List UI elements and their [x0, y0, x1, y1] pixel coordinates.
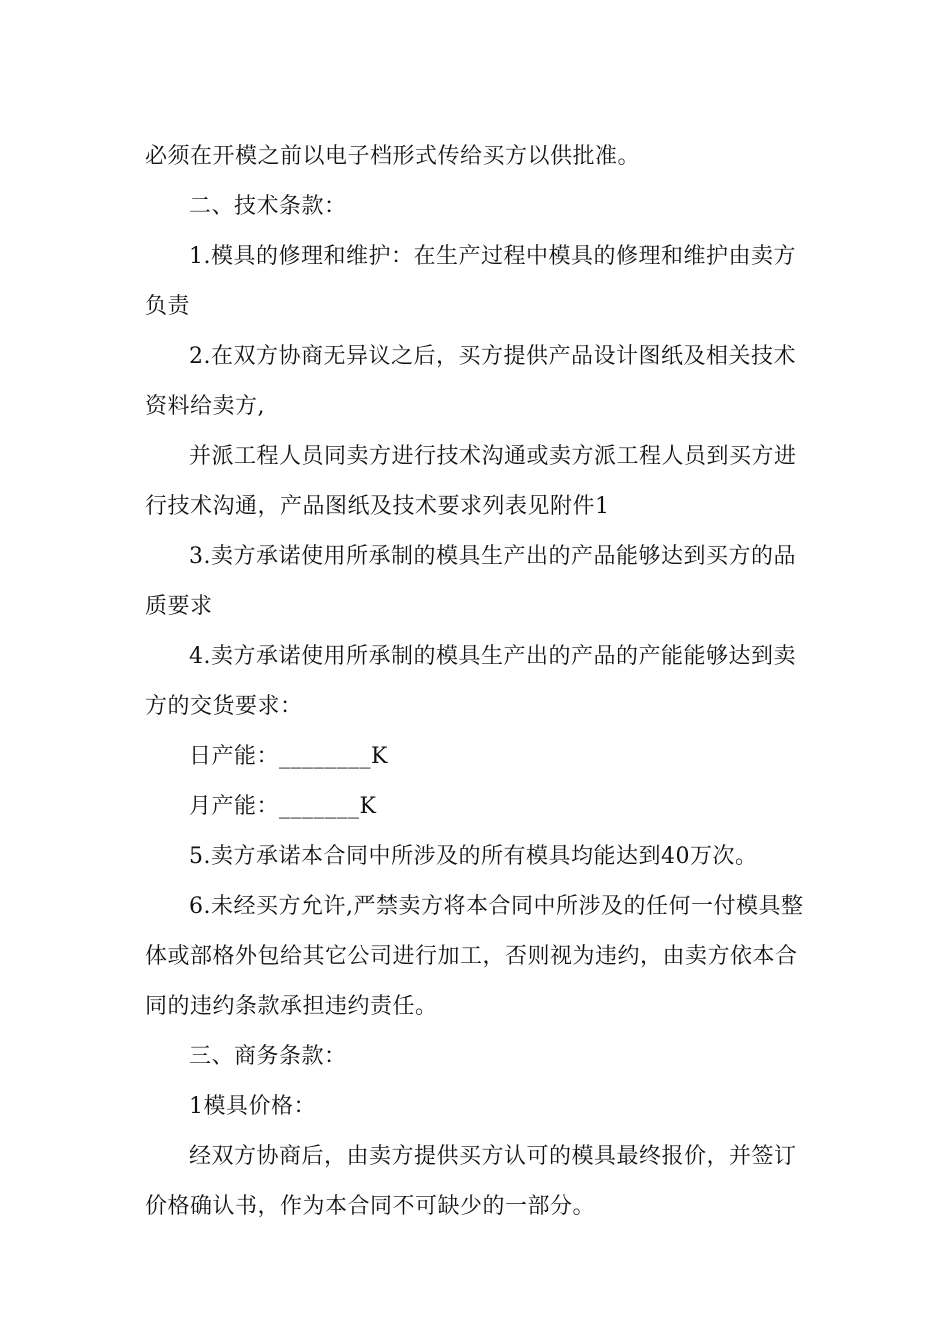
paragraph-7: 4.卖方承诺使用所承制的模具生产出的产品的产能能够达到卖方的交货要求： [145, 644, 796, 719]
paragraph-4: 2.在双方协商无异议之后，买方提供产品设计图纸及相关技术资料给卖方, [145, 344, 796, 419]
paragraph-1: 必须在开模之前以电子档形式传给买方以供批准。 [145, 144, 641, 169]
paragraph-13: 1模具价格： [189, 1094, 316, 1119]
section-heading-technical-terms: 二、技术条款： [189, 194, 347, 219]
paragraph-10: 5.卖方承诺本合同中所涉及的所有模具均能达到40万次。 [189, 844, 758, 869]
paragraph-3: 1.模具的修理和维护：在生产过程中模具的修理和维护由卖方负责 [145, 244, 796, 319]
monthly-capacity-line: 月产能：_______K [189, 794, 377, 819]
paragraph-11: 6.未经买方允许,严禁卖方将本合同中所涉及的任何一付模具整体或部格外包给其它公司进行加工，否则视为违约，由卖方依本合同的违约条款承担违约责任。 [145, 894, 804, 1019]
paragraph-6: 3.卖方承诺使用所承制的模具生产出的产品能够达到买方的品质要求 [145, 544, 796, 619]
section-heading-commercial-terms: 三、商务条款： [189, 1044, 347, 1069]
paragraph-14: 经双方协商后，由卖方提供买方认可的模具最终报价，并签订价格确认书，作为本合同不可缺少的一部分。 [145, 1144, 797, 1219]
paragraph-5: 并派工程人员同卖方进行技术沟通或卖方派工程人员到买方进行技术沟通，产品图纸及技术要求列表见附件1 [145, 444, 797, 519]
document-body [145, 132, 813, 1232]
daily-capacity-line: 日产能：________K [189, 744, 388, 769]
